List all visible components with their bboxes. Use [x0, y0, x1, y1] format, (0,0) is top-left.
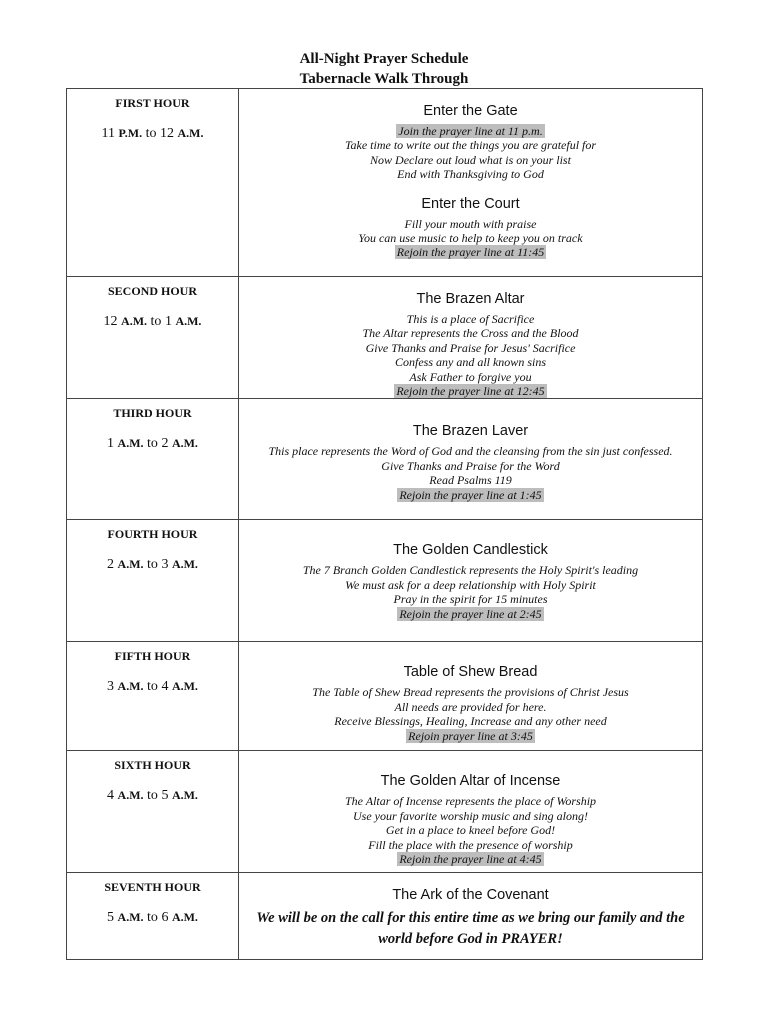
hour-label: SIXTH HOUR: [114, 758, 191, 773]
end-hour: 4: [161, 679, 169, 695]
hour-time: [67, 788, 238, 804]
end-hour: 12: [159, 126, 174, 141]
schedule-row: [67, 277, 703, 399]
instruction-text: We must ask for a deep relationship with Holy Spirit: [345, 577, 596, 592]
hour-cell: [67, 642, 239, 751]
to-word: to: [147, 788, 158, 804]
instruction-line: [239, 384, 702, 398]
document-title: All-Night Prayer Schedule: [299, 51, 469, 67]
instruction-line: [239, 312, 702, 326]
instruction-text: Confess any and all known sins: [394, 355, 546, 370]
instruction-text: Get in a place to kneel before God!: [385, 823, 556, 838]
instruction-line: [239, 459, 702, 473]
content-cell: [239, 89, 703, 277]
instruction-text: The Altar of Incense represents the place of Worship: [344, 794, 597, 809]
start-hour: 12: [103, 314, 118, 329]
instruction-line: [239, 488, 702, 502]
schedule-row: [67, 520, 703, 642]
end-suffix: A.M.: [177, 126, 204, 140]
rejoin-instruction: Rejoin the prayer line at 11:45: [396, 245, 545, 260]
start-suffix: A.M.: [117, 679, 144, 694]
end-hour: 6: [161, 910, 169, 926]
instruction-line: [239, 809, 702, 823]
rejoin-instruction: Join the prayer line at 11 p.m.: [398, 124, 543, 138]
schedule-row: [67, 751, 703, 873]
instruction-line: [239, 138, 702, 152]
hour-cell: [67, 520, 239, 642]
start-hour: 1: [107, 436, 115, 452]
instruction-line: [239, 153, 702, 167]
instruction-text: End with Thanksgiving to God: [397, 167, 544, 182]
station-title: The Golden Altar of Incense: [380, 773, 561, 790]
hour-label: FIRST HOUR: [115, 96, 190, 110]
content-cell: [239, 751, 703, 873]
to-word: to: [147, 557, 158, 573]
document-header: [0, 49, 768, 89]
start-hour: 11: [101, 126, 116, 141]
instruction-line: [239, 167, 702, 181]
schedule-row: [67, 873, 703, 960]
hour-time: [67, 910, 238, 926]
hour-label: THIRD HOUR: [113, 406, 192, 421]
start-suffix: P.M.: [118, 126, 143, 140]
instruction-line: [239, 700, 702, 714]
rejoin-instruction: Rejoin the prayer line at 1:45: [399, 487, 542, 502]
instruction-line: [239, 714, 702, 728]
hour-time: [67, 679, 238, 695]
instruction-text: Use your favorite worship music and sing along!: [353, 808, 588, 823]
rejoin-instruction: Rejoin the prayer line at 2:45: [399, 606, 542, 621]
instruction-text: Now Declare out loud what is on your list: [370, 152, 571, 167]
instruction-text: Give Thanks and Praise for Jesus' Sacrifice: [365, 340, 576, 355]
hour-cell: [67, 873, 239, 960]
hour-cell: [67, 751, 239, 873]
instruction-line: [239, 355, 702, 369]
schedule-body: [67, 89, 703, 960]
start-suffix: A.M.: [117, 557, 144, 572]
instruction-text: This is a place of Sacrifice: [406, 312, 535, 326]
instruction-text: Read Psalms 119: [429, 473, 512, 488]
instruction-line: [239, 838, 702, 852]
instruction-line: [239, 578, 702, 592]
start-hour: 5: [107, 910, 115, 926]
instruction-text: Pray in the spirit for 15 minutes: [393, 592, 548, 607]
to-word: to: [150, 314, 162, 329]
instruction-line: [239, 607, 702, 621]
station-title: The Brazen Altar: [416, 291, 525, 307]
start-suffix: A.M.: [117, 436, 144, 451]
to-word: to: [147, 436, 158, 452]
hour-cell: [67, 277, 239, 399]
instruction-text: The Table of Shew Bread represents the provisions of Christ Jesus: [312, 685, 629, 700]
end-hour: 5: [161, 788, 169, 804]
instruction-text: Fill your mouth with praise: [404, 216, 537, 231]
start-hour: 3: [107, 679, 115, 695]
hour-cell: [67, 89, 239, 277]
schedule-row: [67, 89, 703, 277]
content-cell: [239, 642, 703, 751]
station-section: [239, 291, 702, 398]
to-word: to: [147, 910, 158, 926]
station-section: [239, 887, 702, 903]
content-cell: [239, 873, 703, 960]
instruction-line: [239, 245, 702, 259]
end-suffix: A.M.: [171, 788, 198, 803]
instruction-text: All needs are provided for here.: [394, 699, 547, 714]
hour-time: [67, 436, 238, 452]
start-suffix: A.M.: [121, 314, 148, 328]
start-hour: 2: [107, 557, 115, 573]
instruction-line: [239, 326, 702, 340]
instruction-line: [239, 231, 702, 245]
instruction-line: [239, 852, 702, 866]
instruction-text: Ask Father to forgive you: [409, 369, 532, 384]
rejoin-instruction: Rejoin the prayer line at 12:45: [396, 384, 545, 399]
content-cell: [239, 520, 703, 642]
instruction-line: [239, 685, 702, 699]
to-word: to: [147, 679, 158, 695]
end-suffix: A.M.: [171, 679, 198, 694]
instruction-text: The Altar represents the Cross and the Blood: [362, 326, 579, 341]
content-cell: [239, 399, 703, 520]
schedule-row: [67, 642, 703, 751]
instruction-text: This place represents the Word of God and the cleansing from the sin just confessed.: [268, 444, 673, 459]
instruction-text: You can use music to help to keep you on track: [358, 231, 583, 246]
instruction-text: Take time to write out the things you are grateful for: [344, 138, 597, 153]
instruction-line: [239, 729, 702, 743]
instruction-line: [239, 794, 702, 808]
start-suffix: A.M.: [117, 910, 144, 925]
rejoin-instruction: Rejoin the prayer line at 4:45: [399, 852, 542, 867]
hour-time: [67, 557, 238, 573]
station-title: Enter the Gate: [423, 103, 518, 119]
station-section: [239, 542, 702, 621]
station-section: [239, 196, 702, 260]
station-title: The Golden Candlestick: [393, 542, 548, 559]
end-suffix: A.M.: [171, 557, 198, 572]
end-hour: 1: [164, 314, 172, 329]
hour-label: FOURTH HOUR: [107, 527, 198, 542]
station-section: [239, 773, 702, 866]
station-title: The Ark of the Covenant: [392, 887, 549, 904]
station-section: [239, 423, 702, 502]
document-subtitle: Tabernacle Walk Through: [299, 71, 469, 87]
instruction-line: [239, 473, 702, 487]
start-suffix: A.M.: [117, 788, 144, 803]
station-title: The Brazen Laver: [412, 423, 529, 440]
hour-time: [67, 314, 238, 330]
station-title: Table of Shew Bread: [403, 664, 538, 681]
instruction-line: [239, 592, 702, 606]
instruction-line: [239, 217, 702, 231]
instruction-line: [239, 563, 702, 577]
prayer-schedule-table: [66, 88, 703, 960]
instruction-text: Fill the place with the presence of worship: [368, 837, 573, 852]
station-section: [239, 664, 702, 743]
hour-time: [67, 126, 238, 142]
instruction-line: [239, 124, 702, 138]
hour-label: SEVENTH HOUR: [104, 880, 201, 895]
to-word: to: [145, 126, 157, 141]
instruction-text: Give Thanks and Praise for the Word: [381, 458, 560, 473]
end-suffix: A.M.: [171, 436, 198, 451]
end-hour: 2: [161, 436, 169, 452]
end-suffix: A.M.: [175, 314, 202, 328]
station-section: [239, 103, 702, 182]
start-hour: 4: [107, 788, 115, 804]
closing-statement: We will be on the call for this entire time as we bring our family and the world before God in PRAYER!: [256, 910, 685, 948]
instruction-line: [239, 444, 702, 458]
instruction-line: [239, 341, 702, 355]
instruction-line: [239, 370, 702, 384]
schedule-row: [67, 399, 703, 520]
hour-cell: [67, 399, 239, 520]
rejoin-instruction: Rejoin prayer line at 3:45: [408, 728, 533, 743]
hour-label: FIFTH HOUR: [114, 649, 191, 664]
instruction-line: [239, 823, 702, 837]
instruction-text: The 7 Branch Golden Candlestick represents the Holy Spirit's leading: [302, 563, 639, 578]
instruction-text: Receive Blessings, Healing, Increase and any other need: [334, 714, 607, 729]
station-title: Enter the Court: [421, 195, 520, 212]
end-hour: 3: [161, 557, 169, 573]
hour-label: SECOND HOUR: [107, 284, 197, 298]
end-suffix: A.M.: [171, 910, 198, 925]
content-cell: [239, 277, 703, 399]
